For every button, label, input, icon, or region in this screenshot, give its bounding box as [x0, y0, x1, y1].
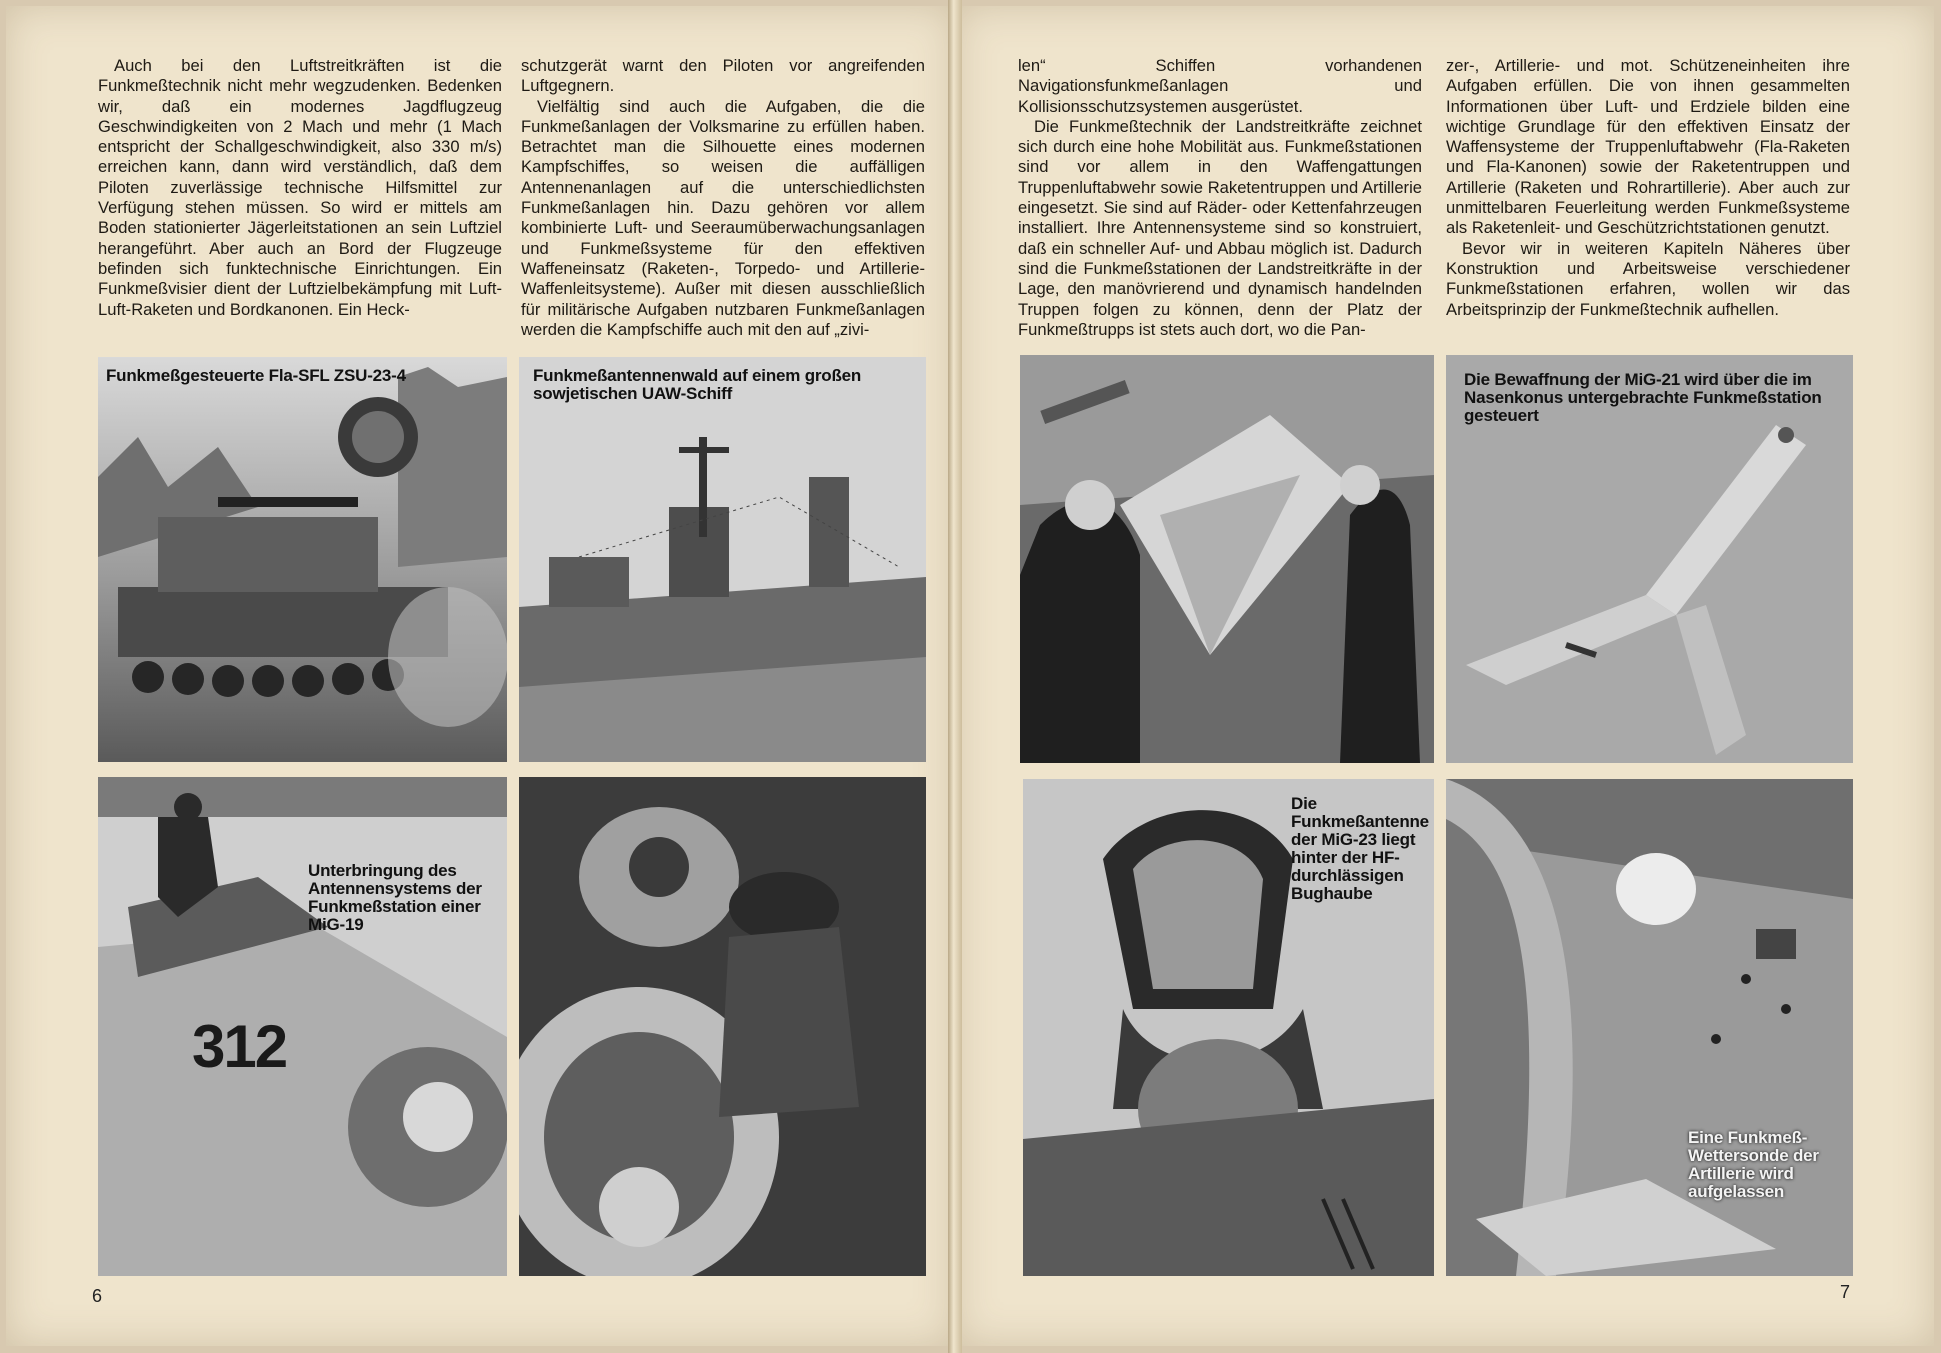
left-text-column-2 — [521, 56, 925, 340]
page-number-right: 7 — [1840, 1282, 1851, 1302]
photo-mig-19 — [98, 777, 507, 1276]
page-number-left: 6 — [92, 1286, 103, 1306]
paragraph: Auch bei den Luftstreitkräften ist die Funkmeßtechnik nicht mehr wegzudenken. Bedenken wir, daß ein modernes Jagdflugzeug Geschwindigkeiten von 2 Mach und mehr (1 Mach entspricht der Schallgeschwindigkeit, also 330 m/s) erreichen kann, dann wird verständlich, daß dem Piloten zuverlässige technische Hilfsmittel zur Verfügung stehen müssen. So wird er mittels am Boden stationierter Jägerleitstationen an sein Luftziel herangeführt. Aber auch an Bord der Flugzeuge befinden sich funktechnische Einrichtungen. Ein Funkmeßvisier dient der Luftzielbekämpfung mit Luft-Luft-Raketen und Bordkanonen. Ein Heck- — [98, 56, 502, 319]
photo-mig-21 — [1446, 355, 1853, 763]
aircraft-number-312: 312 — [192, 1013, 287, 1080]
book-gutter — [948, 0, 962, 1353]
photo-zsu-23-4 — [98, 357, 507, 762]
photo-radome-cone — [1020, 355, 1434, 763]
radar-maintenance-image — [519, 777, 926, 1276]
caption-ship: Funkmeßantennenwald auf einem großen sowjetischen UAW-Schiff — [533, 366, 862, 403]
paragraph: Vielfältig sind auch die Aufgaben, die die Funkmeßanlagen der Volksmarine zu erfüllen haben. Betrachtet man die Silhouette eines modernen Kampfschiffes, so weisen die auffälligen Antennenanlagen auf die unterschiedlichsten Funkmeßanlagen hin. Dazu gehören vor allem kombinierte Luft- und Seeraumüberwachungsanlagen und Funkmeßsysteme für den effektiven Waffeneinsatz (Raketen-, Torpedo- und Artillerie-Waffenleitsysteme). Außer mit diesen ausschließlich für militärische Aufgaben nutzbaren Funkmeßanlagen werden die Kampfschiffe auch mit den auf „zivi- — [521, 96, 925, 339]
photo-weather-sonde — [1446, 779, 1853, 1276]
caption-sonde: Eine Funkmeß-Wettersonde der Artillerie wird aufgelassen — [1688, 1128, 1819, 1201]
paragraph: Bevor wir in weiteren Kapiteln Näheres über Konstruktion und Arbeitsweise verschiedener Funkmeßstationen erfahren, wollen wir das Arbeitsprinzip der Funkmeßtechnik aufhellen. — [1446, 238, 1850, 319]
caption-mig19: Unterbringung des Antennensystems der Funkmeßstation einer MiG-19 — [308, 861, 482, 934]
mig19-image — [98, 777, 507, 1276]
left-text-column-1 — [98, 56, 502, 320]
caption-mig23: Die Funkmeßantenne der MiG-23 liegt hinter der HF-durchlässigen Bughaube — [1291, 794, 1429, 903]
ship-image — [519, 357, 926, 762]
photo-mig-23 — [1023, 779, 1434, 1276]
weather-sonde-image — [1446, 779, 1853, 1276]
right-text-column-2 — [1446, 56, 1850, 320]
photo-uaw-ship — [519, 357, 926, 762]
radome-cone-image — [1020, 355, 1434, 763]
tank-image — [98, 357, 507, 762]
paragraph: zer-, Artillerie- und mot. Schützeneinheiten ihre Aufgaben erfüllen. Die von ihnen gesammelten Informationen über Luft- und Erdziele bilden eine wichtige Grundlage für den effektiven Einsatz der Waffensysteme der Truppenluftabwehr (Fla-Raketen und Fla-Kanonen) sowie der Raketentruppen und Artillerie (Raketen und Rohrartillerie). Aber auch zur unmittelbaren Feuerleitung werden Funkmeßsysteme als Raketenleit- und Geschützrichtstationen genutzt. — [1446, 56, 1850, 238]
photo-radar-maintenance — [519, 777, 926, 1276]
caption-mig21: Die Bewaffnung der MiG-21 wird über die im Nasenkonus untergebrachte Funkmeßstation gesteuert — [1464, 370, 1822, 425]
paragraph: len“ Schiffen vorhandenen Navigationsfunkmeßanlagen und Kollisionsschutzsystemen ausgerüstet. — [1018, 56, 1422, 116]
paragraph: schutzgerät warnt den Piloten vor angreifenden Luftgegnern. — [521, 56, 925, 96]
right-text-column-1 — [1018, 56, 1422, 340]
caption-tank: Funkmeßgesteuerte Fla-SFL ZSU-23-4 — [106, 366, 406, 385]
paragraph: Die Funkmeßtechnik der Landstreitkräfte zeichnet sich durch eine hohe Mobilität aus. Funkmeßstationen sind vor allem in den Waffengattungen Truppenluftabwehr sowie Raketentruppen und Artillerie eingesetzt. Sie sind auf Räder- oder Kettenfahrzeugen installiert. Ihre Antennensysteme sind so konstruiert, daß ein schneller Auf- und Abbau möglich ist. Dadurch sind die Funkmeßstationen der Landstreitkräfte in der Lage, den manövrierend und dynamisch handelnden Truppen folgen zu können, denn der Platz der Funkmeßtrupps ist stets auch dort, wo die Pan- — [1018, 116, 1422, 339]
